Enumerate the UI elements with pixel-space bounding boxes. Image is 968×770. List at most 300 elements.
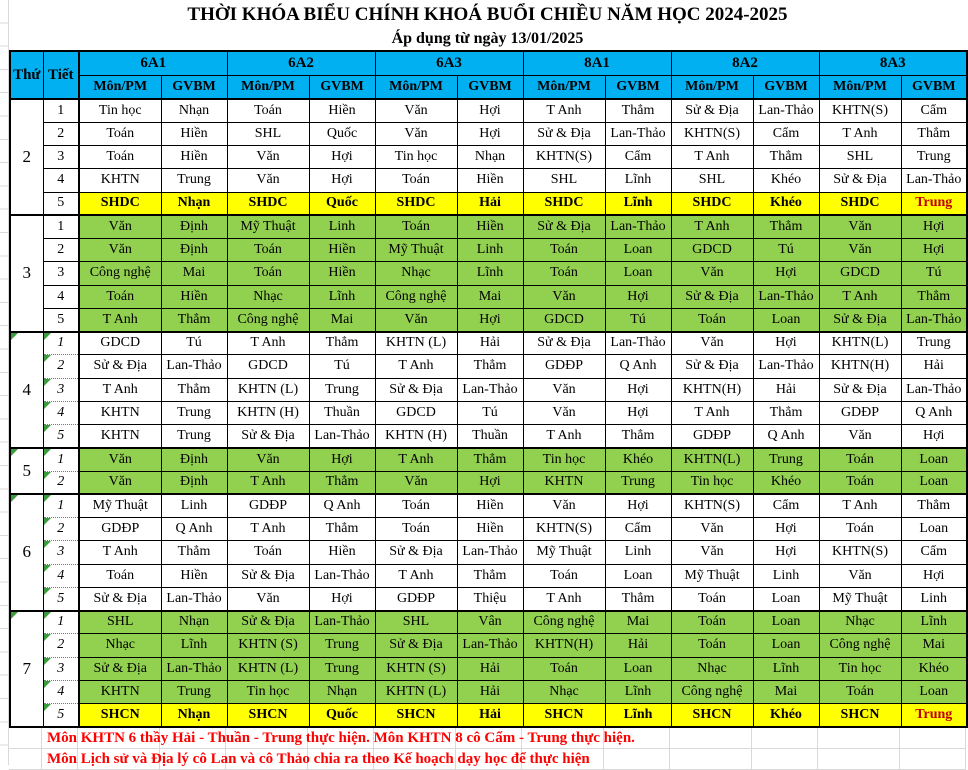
teacher-cell-6A1[interactable]: Nhạn	[161, 99, 227, 122]
teacher-cell-6A3[interactable]: Lan-Thảo	[457, 541, 523, 564]
teacher-cell-8A1[interactable]: Thẳm	[605, 587, 671, 610]
teacher-cell-6A3[interactable]: Mai	[457, 285, 523, 308]
subject-cell-6A1[interactable]: SHCN	[79, 704, 161, 727]
teacher-column-header-8A1[interactable]: GVBM	[605, 76, 671, 100]
teacher-cell-8A1[interactable]: Loan	[605, 239, 671, 262]
period-cell-day6-t3[interactable]: 3	[43, 541, 79, 564]
teacher-cell-6A3[interactable]: Hiền	[457, 494, 523, 517]
subject-cell-8A2[interactable]: Toán	[671, 308, 753, 331]
subject-cell-8A3[interactable]: KHTN(S)	[819, 99, 901, 122]
teacher-cell-6A3[interactable]: Vân	[457, 611, 523, 634]
teacher-cell-6A1[interactable]: Mai	[161, 262, 227, 285]
subject-cell-8A3[interactable]: Văn	[819, 215, 901, 238]
subject-cell-6A3[interactable]: Tin học	[375, 146, 457, 169]
subject-cell-6A2[interactable]: Nhạc	[227, 285, 309, 308]
subject-cell-8A3[interactable]: T Anh	[819, 122, 901, 145]
subject-cell-8A1[interactable]: Văn	[523, 285, 605, 308]
teacher-cell-6A2[interactable]: Thẳm	[309, 518, 375, 541]
subject-cell-6A1[interactable]: Sử & Địa	[79, 355, 161, 378]
subject-cell-8A3[interactable]: Toán	[819, 680, 901, 703]
subject-cell-8A1[interactable]: GDCD	[523, 308, 605, 331]
teacher-cell-6A1[interactable]: Nhạn	[161, 192, 227, 215]
subject-cell-6A2[interactable]: SHCN	[227, 704, 309, 727]
subject-cell-6A3[interactable]: SHDC	[375, 192, 457, 215]
subject-cell-6A3[interactable]: T Anh	[375, 355, 457, 378]
subject-cell-8A1[interactable]: Toán	[523, 239, 605, 262]
subject-cell-6A1[interactable]: Tin học	[79, 99, 161, 122]
subject-cell-8A1[interactable]: Toán	[523, 564, 605, 587]
teacher-cell-6A3[interactable]: Thiệu	[457, 587, 523, 610]
teacher-cell-6A1[interactable]: Linh	[161, 494, 227, 517]
teacher-cell-6A1[interactable]: Định	[161, 471, 227, 494]
subject-column-header-6A2[interactable]: Môn/PM	[227, 76, 309, 100]
teacher-cell-6A1[interactable]: Lan-Thảo	[161, 587, 227, 610]
teacher-cell-8A3[interactable]: Loan	[901, 471, 967, 494]
period-cell-day3-t4[interactable]: 4	[43, 285, 79, 308]
subject-cell-6A2[interactable]: SHDC	[227, 192, 309, 215]
subject-cell-8A2[interactable]: Sử & Địa	[671, 355, 753, 378]
period-cell-day2-t3[interactable]: 3	[43, 146, 79, 169]
teacher-cell-8A2[interactable]: Lan-Thảo	[753, 285, 819, 308]
period-cell-day7-t4[interactable]: 4	[43, 680, 79, 703]
subject-cell-8A3[interactable]: SHL	[819, 146, 901, 169]
subject-cell-8A3[interactable]: SHDC	[819, 192, 901, 215]
subject-cell-8A3[interactable]: KHTN(H)	[819, 355, 901, 378]
subject-cell-8A3[interactable]: Sử & Địa	[819, 378, 901, 401]
subject-cell-6A2[interactable]: Văn	[227, 169, 309, 192]
period-cell-day4-t1[interactable]: 1	[43, 332, 79, 355]
class-header-8A2[interactable]: 8A2	[671, 51, 819, 76]
teacher-cell-6A3[interactable]: Hải	[457, 332, 523, 355]
subject-cell-6A2[interactable]: Văn	[227, 146, 309, 169]
period-cell-day4-t3[interactable]: 3	[43, 378, 79, 401]
subject-cell-6A1[interactable]: Toán	[79, 122, 161, 145]
subject-cell-6A2[interactable]: Toán	[227, 541, 309, 564]
subject-cell-6A2[interactable]: SHL	[227, 122, 309, 145]
period-cell-day2-t2[interactable]: 2	[43, 122, 79, 145]
class-header-8A1[interactable]: 8A1	[523, 51, 671, 76]
teacher-cell-6A2[interactable]: Thẳm	[309, 471, 375, 494]
class-header-8A3[interactable]: 8A3	[819, 51, 967, 76]
subject-cell-8A1[interactable]: Tin học	[523, 448, 605, 471]
period-cell-day7-t5[interactable]: 5	[43, 704, 79, 727]
teacher-cell-6A3[interactable]: Hiền	[457, 215, 523, 238]
subject-column-header-6A1[interactable]: Môn/PM	[79, 76, 161, 100]
teacher-cell-6A3[interactable]: Thẳm	[457, 564, 523, 587]
subject-cell-8A3[interactable]: Toán	[819, 448, 901, 471]
subject-cell-8A2[interactable]: GDĐP	[671, 425, 753, 448]
subject-cell-8A1[interactable]: Văn	[523, 378, 605, 401]
teacher-cell-8A1[interactable]: Lan-Thảo	[605, 215, 671, 238]
subject-cell-8A1[interactable]: Văn	[523, 494, 605, 517]
subject-cell-6A2[interactable]: KHTN (H)	[227, 401, 309, 424]
subject-cell-6A2[interactable]: GDCD	[227, 355, 309, 378]
teacher-cell-8A3[interactable]: Hợi	[901, 564, 967, 587]
teacher-cell-6A2[interactable]: Mai	[309, 308, 375, 331]
subject-cell-8A2[interactable]: SHDC	[671, 192, 753, 215]
teacher-cell-6A1[interactable]: Trung	[161, 680, 227, 703]
teacher-cell-8A3[interactable]: Trung	[901, 146, 967, 169]
subject-cell-6A1[interactable]: Văn	[79, 471, 161, 494]
teacher-cell-6A2[interactable]: Lan-Thảo	[309, 564, 375, 587]
subject-cell-8A2[interactable]: KHTN(L)	[671, 448, 753, 471]
teacher-cell-8A3[interactable]: Lan-Thảo	[901, 308, 967, 331]
teacher-cell-8A1[interactable]: Lan-Thảo	[605, 332, 671, 355]
teacher-cell-6A3[interactable]: Hợi	[457, 308, 523, 331]
subject-cell-8A2[interactable]: T Anh	[671, 215, 753, 238]
teacher-cell-8A1[interactable]: Hợi	[605, 494, 671, 517]
subject-cell-8A1[interactable]: Sử & Địa	[523, 215, 605, 238]
subject-cell-6A1[interactable]: Toán	[79, 285, 161, 308]
period-column-header[interactable]: Tiết	[43, 51, 79, 99]
subject-cell-8A1[interactable]: KHTN(H)	[523, 634, 605, 657]
subject-cell-8A3[interactable]: Tin học	[819, 657, 901, 680]
subject-cell-6A2[interactable]: Mỹ Thuật	[227, 215, 309, 238]
teacher-cell-6A3[interactable]: Hải	[457, 680, 523, 703]
subject-cell-8A2[interactable]: Nhạc	[671, 657, 753, 680]
period-cell-day7-t1[interactable]: 1	[43, 611, 79, 634]
period-cell-day2-t5[interactable]: 5	[43, 192, 79, 215]
teacher-cell-8A2[interactable]: Thẳm	[753, 146, 819, 169]
teacher-column-header-8A2[interactable]: GVBM	[753, 76, 819, 100]
class-header-6A3[interactable]: 6A3	[375, 51, 523, 76]
period-cell-day6-t5[interactable]: 5	[43, 587, 79, 610]
period-cell-day3-t2[interactable]: 2	[43, 239, 79, 262]
teacher-cell-6A3[interactable]: Lan-Thảo	[457, 378, 523, 401]
subject-cell-6A3[interactable]: Toán	[375, 518, 457, 541]
teacher-cell-6A1[interactable]: Nhạn	[161, 704, 227, 727]
subject-cell-6A3[interactable]: Toán	[375, 169, 457, 192]
teacher-cell-8A2[interactable]: Khéo	[753, 169, 819, 192]
teacher-cell-8A1[interactable]: Hợi	[605, 285, 671, 308]
subject-cell-6A3[interactable]: Toán	[375, 215, 457, 238]
subject-cell-6A1[interactable]: T Anh	[79, 308, 161, 331]
teacher-cell-8A1[interactable]: Mai	[605, 611, 671, 634]
subject-cell-6A2[interactable]: KHTN (L)	[227, 657, 309, 680]
teacher-cell-6A2[interactable]: Quốc	[309, 704, 375, 727]
teacher-cell-8A3[interactable]: Hợi	[901, 239, 967, 262]
subject-cell-6A3[interactable]: GDCD	[375, 401, 457, 424]
subject-cell-6A1[interactable]: Sử & Địa	[79, 657, 161, 680]
subject-cell-8A1[interactable]: GDĐP	[523, 355, 605, 378]
teacher-cell-6A2[interactable]: Linh	[309, 215, 375, 238]
teacher-cell-6A2[interactable]: Trung	[309, 634, 375, 657]
teacher-cell-8A2[interactable]: Mai	[753, 680, 819, 703]
teacher-cell-6A3[interactable]: Thẳm	[457, 448, 523, 471]
subject-cell-8A2[interactable]: KHTN(S)	[671, 122, 753, 145]
subject-cell-6A2[interactable]: KHTN (L)	[227, 378, 309, 401]
subject-cell-6A1[interactable]: GDCD	[79, 332, 161, 355]
subject-cell-6A2[interactable]: Công nghệ	[227, 308, 309, 331]
teacher-cell-8A2[interactable]: Khéo	[753, 192, 819, 215]
teacher-cell-6A2[interactable]: Nhạn	[309, 680, 375, 703]
teacher-cell-6A3[interactable]: Hải	[457, 657, 523, 680]
teacher-cell-6A2[interactable]: Hợi	[309, 169, 375, 192]
class-header-6A2[interactable]: 6A2	[227, 51, 375, 76]
teacher-cell-6A1[interactable]: Thẳm	[161, 378, 227, 401]
subject-cell-8A3[interactable]: T Anh	[819, 285, 901, 308]
subject-cell-8A3[interactable]: Toán	[819, 518, 901, 541]
subject-cell-6A2[interactable]: Sử & Địa	[227, 611, 309, 634]
teacher-column-header-6A1[interactable]: GVBM	[161, 76, 227, 100]
teacher-cell-8A2[interactable]: Hải	[753, 378, 819, 401]
subject-cell-6A3[interactable]: SHCN	[375, 704, 457, 727]
teacher-cell-8A1[interactable]: Trung	[605, 471, 671, 494]
period-cell-day7-t2[interactable]: 2	[43, 634, 79, 657]
period-cell-day3-t1[interactable]: 1	[43, 215, 79, 238]
subject-cell-6A2[interactable]: T Anh	[227, 471, 309, 494]
subject-cell-6A3[interactable]: Văn	[375, 471, 457, 494]
subject-cell-6A3[interactable]: Sử & Địa	[375, 541, 457, 564]
teacher-cell-8A1[interactable]: Loan	[605, 657, 671, 680]
day-cell-3[interactable]: 3	[10, 215, 43, 331]
teacher-cell-6A2[interactable]: Thẳm	[309, 332, 375, 355]
teacher-cell-6A2[interactable]: Tú	[309, 355, 375, 378]
subject-cell-6A3[interactable]: T Anh	[375, 564, 457, 587]
subject-cell-6A2[interactable]: Toán	[227, 262, 309, 285]
teacher-cell-6A1[interactable]: Lan-Thảo	[161, 355, 227, 378]
subject-cell-8A1[interactable]: KHTN(S)	[523, 518, 605, 541]
teacher-cell-8A1[interactable]: Lĩnh	[605, 704, 671, 727]
subject-cell-8A1[interactable]: Mỹ Thuật	[523, 541, 605, 564]
subject-cell-8A3[interactable]: Sử & Địa	[819, 169, 901, 192]
teacher-cell-8A2[interactable]: Hợi	[753, 541, 819, 564]
subject-cell-8A1[interactable]: SHDC	[523, 192, 605, 215]
subject-cell-8A3[interactable]: Công nghệ	[819, 634, 901, 657]
subject-cell-8A3[interactable]: Văn	[819, 564, 901, 587]
subject-cell-8A3[interactable]: KHTN(S)	[819, 541, 901, 564]
period-cell-day2-t1[interactable]: 1	[43, 99, 79, 122]
teacher-cell-8A2[interactable]: Trung	[753, 448, 819, 471]
subject-cell-6A3[interactable]: KHTN (L)	[375, 332, 457, 355]
subject-cell-6A2[interactable]: Toán	[227, 239, 309, 262]
teacher-cell-8A2[interactable]: Cẩm	[753, 122, 819, 145]
teacher-cell-8A1[interactable]: Cẩm	[605, 518, 671, 541]
teacher-cell-8A3[interactable]: Linh	[901, 587, 967, 610]
day-cell-2[interactable]: 2	[10, 99, 43, 215]
subject-cell-6A2[interactable]: Tin học	[227, 680, 309, 703]
teacher-cell-6A3[interactable]: Tú	[457, 401, 523, 424]
subject-cell-6A1[interactable]: T Anh	[79, 541, 161, 564]
teacher-cell-8A2[interactable]: Thẳm	[753, 401, 819, 424]
teacher-cell-6A2[interactable]: Lan-Thảo	[309, 425, 375, 448]
subject-cell-8A2[interactable]: Văn	[671, 518, 753, 541]
subject-cell-8A1[interactable]: T Anh	[523, 587, 605, 610]
subject-cell-8A3[interactable]: GDCD	[819, 262, 901, 285]
teacher-cell-8A2[interactable]: Loan	[753, 634, 819, 657]
teacher-cell-6A3[interactable]: Linh	[457, 239, 523, 262]
teacher-cell-8A2[interactable]: Cẩm	[753, 494, 819, 517]
teacher-cell-8A3[interactable]: Trung	[901, 332, 967, 355]
subject-cell-6A1[interactable]: Toán	[79, 146, 161, 169]
teacher-cell-8A3[interactable]: Lĩnh	[901, 611, 967, 634]
subject-cell-6A1[interactable]: KHTN	[79, 680, 161, 703]
teacher-cell-6A3[interactable]: Hợi	[457, 122, 523, 145]
teacher-cell-8A1[interactable]: Linh	[605, 541, 671, 564]
subject-cell-6A3[interactable]: KHTN (L)	[375, 680, 457, 703]
subject-cell-6A1[interactable]: KHTN	[79, 401, 161, 424]
subject-cell-6A3[interactable]: Nhạc	[375, 262, 457, 285]
teacher-cell-6A1[interactable]: Trung	[161, 425, 227, 448]
subject-cell-8A1[interactable]: T Anh	[523, 425, 605, 448]
teacher-cell-8A3[interactable]: Q Anh	[901, 401, 967, 424]
teacher-cell-6A1[interactable]: Hiền	[161, 146, 227, 169]
subject-column-header-8A1[interactable]: Môn/PM	[523, 76, 605, 100]
subject-cell-8A3[interactable]: Văn	[819, 239, 901, 262]
subject-cell-6A1[interactable]: T Anh	[79, 378, 161, 401]
teacher-cell-6A2[interactable]: Lan-Thảo	[309, 611, 375, 634]
teacher-cell-6A1[interactable]: Q Anh	[161, 518, 227, 541]
period-cell-day2-t4[interactable]: 4	[43, 169, 79, 192]
teacher-cell-8A1[interactable]: Cẩm	[605, 146, 671, 169]
teacher-cell-8A1[interactable]: Thẳm	[605, 425, 671, 448]
teacher-cell-8A1[interactable]: Loan	[605, 262, 671, 285]
teacher-column-header-6A3[interactable]: GVBM	[457, 76, 523, 100]
teacher-cell-6A1[interactable]: Thẳm	[161, 541, 227, 564]
day-column-header[interactable]: Thứ	[10, 51, 43, 99]
teacher-cell-6A2[interactable]: Quốc	[309, 122, 375, 145]
teacher-cell-6A2[interactable]: Lĩnh	[309, 285, 375, 308]
teacher-column-header-6A2[interactable]: GVBM	[309, 76, 375, 100]
teacher-cell-6A1[interactable]: Tú	[161, 332, 227, 355]
subject-cell-8A1[interactable]: SHCN	[523, 704, 605, 727]
subject-cell-8A1[interactable]: SHL	[523, 169, 605, 192]
teacher-cell-8A2[interactable]: Hợi	[753, 332, 819, 355]
period-cell-day4-t2[interactable]: 2	[43, 355, 79, 378]
subject-cell-8A3[interactable]: KHTN(L)	[819, 332, 901, 355]
subject-cell-6A1[interactable]: Văn	[79, 448, 161, 471]
teacher-cell-6A3[interactable]: Nhạn	[457, 146, 523, 169]
subject-cell-6A2[interactable]: Văn	[227, 448, 309, 471]
teacher-cell-8A2[interactable]: Khéo	[753, 471, 819, 494]
teacher-cell-8A3[interactable]: Thẳm	[901, 285, 967, 308]
subject-cell-6A3[interactable]: SHL	[375, 611, 457, 634]
subject-cell-8A2[interactable]: KHTN(S)	[671, 494, 753, 517]
teacher-cell-6A3[interactable]: Hợi	[457, 99, 523, 122]
teacher-cell-6A2[interactable]: Trung	[309, 657, 375, 680]
subject-cell-8A2[interactable]: T Anh	[671, 401, 753, 424]
subject-cell-8A2[interactable]: T Anh	[671, 146, 753, 169]
subject-cell-8A2[interactable]: Mỹ Thuật	[671, 564, 753, 587]
subject-cell-8A1[interactable]: KHTN(S)	[523, 146, 605, 169]
subject-cell-6A3[interactable]: Sử & Địa	[375, 378, 457, 401]
period-cell-day7-t3[interactable]: 3	[43, 657, 79, 680]
subject-cell-6A1[interactable]: GDĐP	[79, 518, 161, 541]
teacher-cell-8A2[interactable]: Tú	[753, 239, 819, 262]
subject-cell-8A2[interactable]: Văn	[671, 262, 753, 285]
subject-cell-6A2[interactable]: KHTN (S)	[227, 634, 309, 657]
teacher-cell-8A3[interactable]: Mai	[901, 634, 967, 657]
subject-cell-6A1[interactable]: Toán	[79, 564, 161, 587]
subject-cell-6A3[interactable]: T Anh	[375, 448, 457, 471]
teacher-cell-8A1[interactable]: Thẳm	[605, 99, 671, 122]
period-cell-day6-t2[interactable]: 2	[43, 518, 79, 541]
period-cell-day3-t5[interactable]: 5	[43, 308, 79, 331]
subject-cell-8A1[interactable]: Sử & Địa	[523, 122, 605, 145]
day-cell-6[interactable]: 6	[10, 494, 43, 610]
subject-cell-8A1[interactable]: T Anh	[523, 99, 605, 122]
subject-cell-6A3[interactable]: Văn	[375, 308, 457, 331]
subject-cell-8A2[interactable]: SHCN	[671, 704, 753, 727]
teacher-cell-8A2[interactable]: Linh	[753, 564, 819, 587]
subject-cell-8A2[interactable]: Toán	[671, 634, 753, 657]
teacher-cell-6A1[interactable]: Định	[161, 239, 227, 262]
teacher-cell-8A3[interactable]: Lan-Thảo	[901, 378, 967, 401]
teacher-cell-8A1[interactable]: Lĩnh	[605, 680, 671, 703]
class-header-6A1[interactable]: 6A1	[79, 51, 227, 76]
subject-cell-8A3[interactable]: Toán	[819, 471, 901, 494]
subject-cell-8A3[interactable]: Sử & Địa	[819, 308, 901, 331]
teacher-cell-6A2[interactable]: Hiền	[309, 99, 375, 122]
teacher-cell-6A2[interactable]: Hiền	[309, 262, 375, 285]
subject-cell-6A3[interactable]: Văn	[375, 99, 457, 122]
teacher-cell-6A1[interactable]: Thẳm	[161, 308, 227, 331]
teacher-cell-6A2[interactable]: Hiền	[309, 541, 375, 564]
teacher-cell-8A1[interactable]: Loan	[605, 564, 671, 587]
subject-cell-8A2[interactable]: SHL	[671, 169, 753, 192]
teacher-cell-6A1[interactable]: Lan-Thảo	[161, 657, 227, 680]
teacher-cell-8A3[interactable]: Hợi	[901, 425, 967, 448]
subject-cell-6A3[interactable]: KHTN (S)	[375, 657, 457, 680]
period-cell-day6-t1[interactable]: 1	[43, 494, 79, 517]
teacher-cell-8A1[interactable]: Lan-Thảo	[605, 122, 671, 145]
teacher-cell-6A3[interactable]: Thẳm	[457, 355, 523, 378]
teacher-cell-8A3[interactable]: Trung	[901, 704, 967, 727]
teacher-cell-8A1[interactable]: Hải	[605, 634, 671, 657]
teacher-cell-6A3[interactable]: Hải	[457, 192, 523, 215]
teacher-cell-6A2[interactable]: Hiền	[309, 239, 375, 262]
teacher-cell-8A1[interactable]: Hợi	[605, 378, 671, 401]
teacher-cell-8A2[interactable]: Loan	[753, 611, 819, 634]
teacher-cell-8A3[interactable]: Lan-Thảo	[901, 169, 967, 192]
teacher-cell-8A2[interactable]: Khéo	[753, 704, 819, 727]
subject-cell-8A2[interactable]: Toán	[671, 587, 753, 610]
subject-cell-6A1[interactable]: Văn	[79, 239, 161, 262]
subject-cell-6A1[interactable]: KHTN	[79, 425, 161, 448]
subject-cell-8A2[interactable]: Sử & Địa	[671, 285, 753, 308]
period-cell-day5-t1[interactable]: 1	[43, 448, 79, 471]
teacher-cell-8A3[interactable]: Hợi	[901, 215, 967, 238]
teacher-cell-8A3[interactable]: Thẳm	[901, 494, 967, 517]
subject-cell-8A2[interactable]: Sử & Địa	[671, 99, 753, 122]
subject-cell-6A3[interactable]: Công nghệ	[375, 285, 457, 308]
teacher-cell-8A2[interactable]: Hợi	[753, 518, 819, 541]
subject-cell-8A3[interactable]: Nhạc	[819, 611, 901, 634]
teacher-cell-6A1[interactable]: Định	[161, 448, 227, 471]
teacher-cell-6A1[interactable]: Nhạn	[161, 611, 227, 634]
subject-cell-6A1[interactable]: KHTN	[79, 169, 161, 192]
subject-cell-6A1[interactable]: Văn	[79, 215, 161, 238]
day-cell-5[interactable]: 5	[10, 448, 43, 495]
subject-cell-8A2[interactable]: Toán	[671, 611, 753, 634]
subject-cell-8A2[interactable]: Văn	[671, 541, 753, 564]
period-cell-day4-t5[interactable]: 5	[43, 425, 79, 448]
teacher-cell-8A1[interactable]: Q Anh	[605, 355, 671, 378]
teacher-cell-6A2[interactable]: Thuần	[309, 401, 375, 424]
teacher-cell-6A2[interactable]: Hợi	[309, 146, 375, 169]
subject-cell-6A2[interactable]: Sử & Địa	[227, 425, 309, 448]
teacher-cell-6A1[interactable]: Lĩnh	[161, 634, 227, 657]
teacher-cell-8A3[interactable]: Khéo	[901, 657, 967, 680]
teacher-cell-8A3[interactable]: Cẩm	[901, 99, 967, 122]
subject-cell-8A2[interactable]: KHTN(H)	[671, 378, 753, 401]
teacher-cell-8A1[interactable]: Tú	[605, 308, 671, 331]
subject-cell-8A3[interactable]: T Anh	[819, 494, 901, 517]
teacher-cell-6A1[interactable]: Hiền	[161, 285, 227, 308]
teacher-cell-6A1[interactable]: Trung	[161, 401, 227, 424]
teacher-cell-8A2[interactable]: Thẳm	[753, 215, 819, 238]
teacher-cell-8A1[interactable]: Lĩnh	[605, 169, 671, 192]
